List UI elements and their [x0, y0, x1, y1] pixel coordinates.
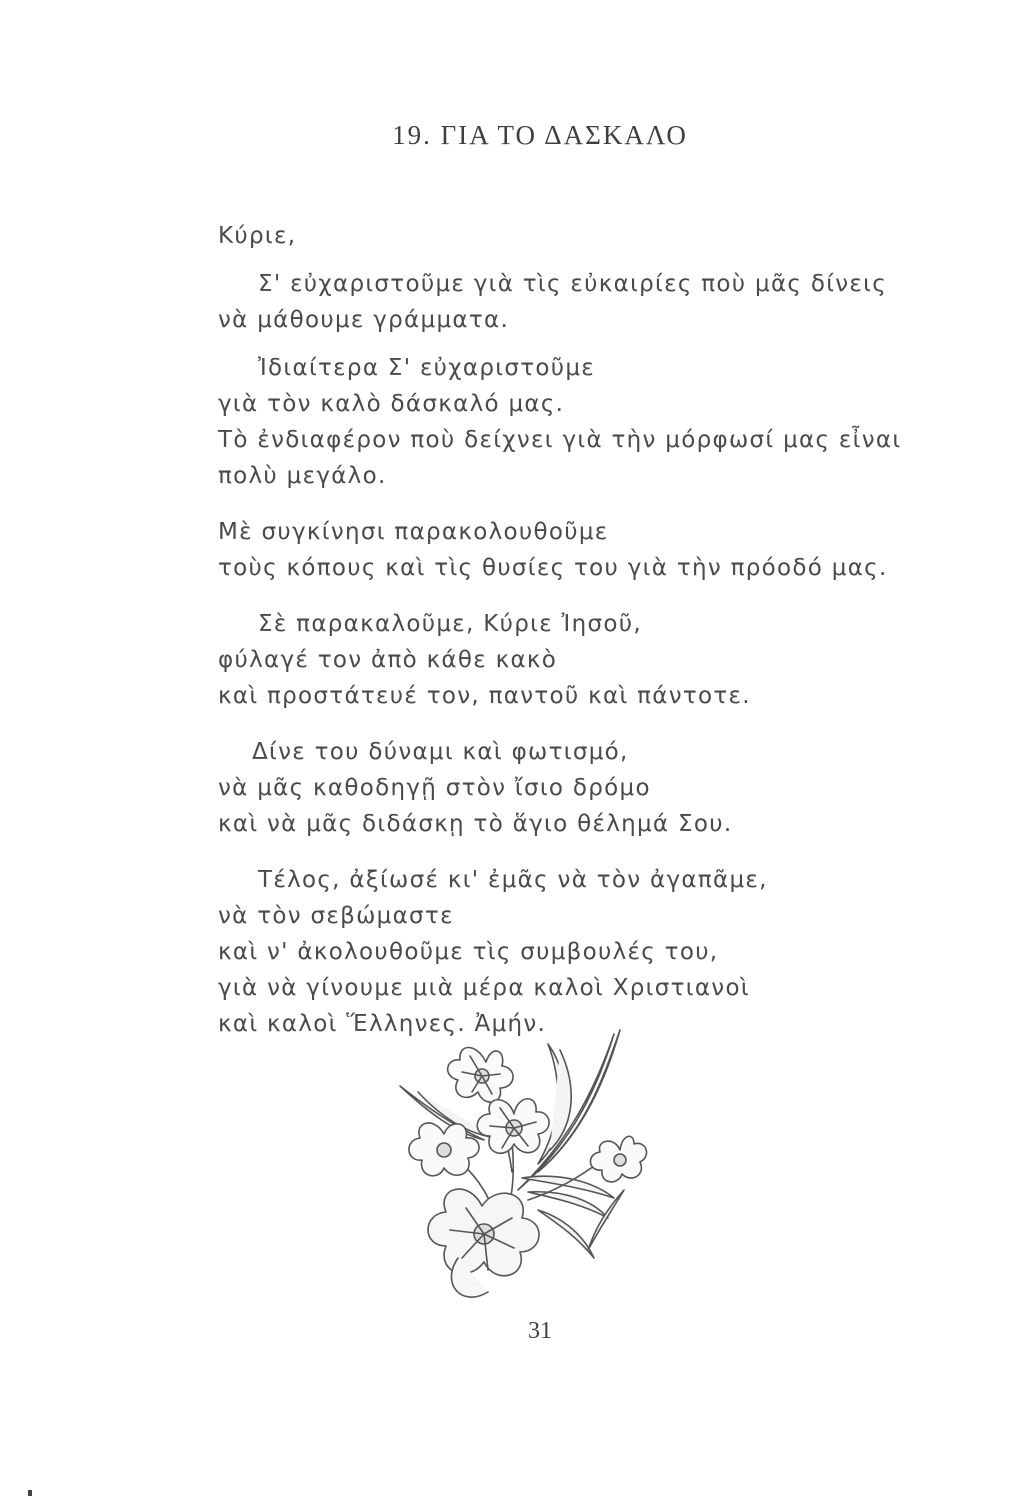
text-line: Σ' εὐχαριστοῦμε γιὰ τὶς εὐκαιρίες ποὺ μᾶς δίνεις [258, 271, 888, 297]
text-line: Ἰδιαίτερα Σ' εὐχαριστοῦμε [258, 355, 595, 381]
flower-top [448, 1048, 513, 1103]
text-line: Μὲ συγκίνησι παρακολουθοῦμε [218, 519, 609, 545]
text-line: Τὸ ἐνδιαφέρον ποὺ δείχνει γιὰ τὴν μόρφωσί μας εἶναι [218, 427, 902, 453]
text-line: Τέλος, ἀξίωσέ κι' ἐμᾶς νὰ τὸν ἀγαπᾶμε, [258, 867, 768, 893]
scan-speck [28, 1490, 32, 1496]
text-line: καὶ καλοὶ Ἕλληνες. Ἀμήν. [218, 1011, 547, 1037]
text-line: καὶ προστάτευέ τον, παντοῦ καὶ πάντοτε. [218, 683, 751, 709]
flower-bouquet-icon [388, 1022, 648, 1322]
flower-left [409, 1123, 479, 1176]
flower-middle [477, 1099, 549, 1154]
text-line: νὰ τὸν σεβώμαστε [218, 903, 454, 929]
paragraph-6 [218, 862, 938, 1042]
text-line: γιὰ τὸν καλὸ δάσκαλό μας. [218, 391, 565, 417]
text-line: φύλαγέ τον ἀπὸ κάθε κακὸ [218, 647, 558, 673]
text-line: Σὲ παρακαλοῦμε, Κύριε Ἰησοῦ, [258, 611, 642, 637]
text-line: καὶ νὰ μᾶς διδάσκῃ τὸ ἅγιο θέλημά Σου. [218, 811, 733, 837]
text-line: νὰ μάθουμε γράμματα. [218, 307, 510, 333]
flower-right [590, 1136, 646, 1182]
page-number: 31 [528, 1318, 552, 1344]
text-line: νὰ μᾶς καθοδηγῇ στὸν ἴσιο δρόμο [218, 775, 651, 801]
paragraph-3 [218, 514, 938, 586]
text-line: καὶ ν' ἀκολουθοῦμε τὶς συμβουλές του, [218, 939, 719, 965]
paragraph-5 [218, 734, 938, 842]
greeting: Κύριε, [218, 223, 297, 249]
prayer-text [218, 218, 938, 1042]
text-line: πολὺ μεγάλο. [218, 463, 387, 489]
paragraph-4 [218, 606, 938, 714]
text-line: τοὺς κόπους καὶ τὶς θυσίες του γιὰ τὴν πρόοδό μας. [218, 555, 888, 581]
text-line: γιὰ νὰ γίνουμε μιὰ μέρα καλοὶ Χριστιανοὶ [218, 975, 750, 1001]
text-line: Δίνε του δύναμι καὶ φωτισμό, [252, 739, 629, 765]
flower-bottom [428, 1189, 539, 1297]
paragraph-2 [218, 350, 938, 494]
paragraph-1 [218, 266, 938, 338]
page-title: 19. ΓΙΑ ΤΟ ΔΑΣΚΑΛΟ [392, 120, 688, 150]
